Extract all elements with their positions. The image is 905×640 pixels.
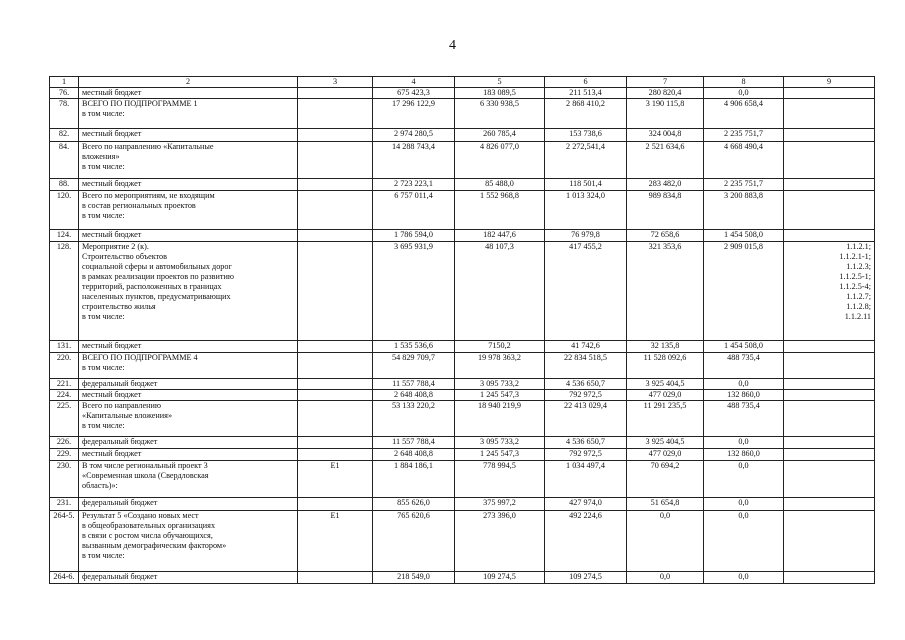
value-col8: 488 735,4 [704,353,784,379]
row-code [298,572,373,584]
table-row [50,401,875,437]
row-name: федеральный бюджет [79,379,298,390]
row-reference [784,437,875,449]
header-row [50,77,875,88]
table-row [50,353,875,379]
value-col8: 4 906 658,4 [704,99,784,129]
table-row [50,390,875,401]
value-col5: 260 785,4 [455,129,545,142]
column-header: 5 [455,77,545,88]
row-reference [784,230,875,242]
value-col7: 3 190 115,8 [627,99,704,129]
column-header: 3 [298,77,373,88]
value-col4: 2 648 408,8 [373,390,455,401]
value-col5: 1 552 968,8 [455,191,545,230]
row-code [298,179,373,191]
row-name: местный бюджет [79,230,298,242]
value-col6: 76 979,8 [545,230,627,242]
row-reference [784,179,875,191]
row-code [298,191,373,230]
value-col8: 0,0 [704,498,784,511]
row-name: федеральный бюджет [79,572,298,584]
row-code [298,449,373,461]
row-name: федеральный бюджет [79,437,298,449]
row-code [298,88,373,99]
row-reference [784,88,875,99]
table-row [50,230,875,242]
value-col7: 32 135,8 [627,341,704,353]
column-header: 7 [627,77,704,88]
row-name: ВСЕГО ПО ПОДПРОГРАММЕ 1 в том числе: [79,99,298,129]
value-col5: 1 245 547,3 [455,449,545,461]
value-col7: 11 528 092,6 [627,353,704,379]
row-name: Мероприятие 2 (к). Строительство объектов социальной сферы и автомобильных дорог в рамках реализации проектов по развитию территорий, расположенных в границах населенных пунктов, предусматривающих строительство жилья в том числе: [79,242,298,341]
value-col4: 2 648 408,8 [373,449,455,461]
value-col6: 4 536 650,7 [545,379,627,390]
value-col6: 1 013 324,0 [545,191,627,230]
row-reference [784,461,875,498]
table-row [50,142,875,179]
row-number: 76. [50,88,79,99]
row-reference [784,498,875,511]
row-number: 220. [50,353,79,379]
table-row [50,242,875,341]
value-col5: 3 095 733,2 [455,379,545,390]
table-row [50,341,875,353]
row-reference [784,353,875,379]
value-col5: 7150,2 [455,341,545,353]
value-col8: 2 235 751,7 [704,179,784,191]
value-col5: 18 940 219,9 [455,401,545,437]
row-code [298,99,373,129]
table-row [50,179,875,191]
table-row [50,191,875,230]
table-row [50,379,875,390]
value-col6: 41 742,6 [545,341,627,353]
row-code [298,390,373,401]
row-number: 82. [50,129,79,142]
row-reference [784,99,875,129]
value-col7: 989 834,8 [627,191,704,230]
value-col6: 792 972,5 [545,390,627,401]
row-name: В том числе региональный проект 3 «Современная школа (Свердловская область)»: [79,461,298,498]
value-col4: 3 695 931,9 [373,242,455,341]
value-col8: 2 235 751,7 [704,129,784,142]
value-col7: 0,0 [627,511,704,572]
value-col7: 283 482,0 [627,179,704,191]
row-number: 231. [50,498,79,511]
row-reference [784,142,875,179]
value-col8: 0,0 [704,511,784,572]
value-col8: 488 735,4 [704,401,784,437]
value-col5: 1 245 547,3 [455,390,545,401]
row-number: 264-5. [50,511,79,572]
value-col8: 0,0 [704,461,784,498]
value-col6: 2 868 410,2 [545,99,627,129]
value-col6: 1 034 497,4 [545,461,627,498]
row-number: 229. [50,449,79,461]
table-row [50,437,875,449]
column-header: 1 [50,77,79,88]
row-name: Всего по мероприятиям, не входящим в состав региональных проектов в том числе: [79,191,298,230]
value-col4: 11 557 788,4 [373,379,455,390]
row-name: местный бюджет [79,341,298,353]
value-col5: 3 095 733,2 [455,437,545,449]
value-col4: 1 884 186,1 [373,461,455,498]
value-col5: 183 089,5 [455,88,545,99]
value-col7: 11 291 235,5 [627,401,704,437]
value-col8: 3 200 883,8 [704,191,784,230]
value-col7: 321 353,6 [627,242,704,341]
table-row [50,461,875,498]
budget-table [49,76,875,584]
value-col7: 477 029,0 [627,449,704,461]
row-name: ВСЕГО ПО ПОДПРОГРАММЕ 4 в том числе: [79,353,298,379]
row-code [298,242,373,341]
row-reference [784,390,875,401]
table-row [50,511,875,572]
column-header: 4 [373,77,455,88]
row-number: 131. [50,341,79,353]
row-number: 226. [50,437,79,449]
value-col4: 2 723 223,1 [373,179,455,191]
value-col8: 4 668 490,4 [704,142,784,179]
row-reference [784,379,875,390]
row-reference [784,449,875,461]
value-col4: 53 133 220,2 [373,401,455,437]
value-col6: 118 501,4 [545,179,627,191]
value-col6: 792 972,5 [545,449,627,461]
row-name: Результат 5 «Создано новых мест в общеобразовательных организациях в связи с ростом числа обучающихся, вызванным демографическим фактором» в том числе: [79,511,298,572]
value-col5: 182 447,6 [455,230,545,242]
row-number: 221. [50,379,79,390]
value-col6: 22 413 029,4 [545,401,627,437]
value-col4: 765 620,6 [373,511,455,572]
table-row [50,88,875,99]
value-col7: 70 694,2 [627,461,704,498]
row-number: 84. [50,142,79,179]
row-number: 124. [50,230,79,242]
row-reference [784,401,875,437]
value-col6: 22 834 518,5 [545,353,627,379]
value-col8: 1 454 508,0 [704,230,784,242]
row-name: Всего по направлению «Капитальные вложения» в том числе: [79,401,298,437]
row-number: 230. [50,461,79,498]
value-col4: 6 757 011,4 [373,191,455,230]
table-row [50,99,875,129]
value-col6: 211 513,4 [545,88,627,99]
value-col7: 3 925 404,5 [627,437,704,449]
value-col6: 4 536 650,7 [545,437,627,449]
value-col6: 2 272,541,4 [545,142,627,179]
row-code [298,401,373,437]
value-col7: 280 820,4 [627,88,704,99]
value-col7: 3 925 404,5 [627,379,704,390]
table-row [50,572,875,584]
value-col5: 4 826 077,0 [455,142,545,179]
value-col4: 11 557 788,4 [373,437,455,449]
value-col4: 855 626,0 [373,498,455,511]
row-reference: 1.1.2.1; 1.1.2.1-1; 1.1.2.3; 1.1.2.5-1; 1.1.2.5-4; 1.1.2.7; 1.1.2.8; 1.1.2.11 [784,242,875,341]
table-row [50,129,875,142]
value-col8: 0,0 [704,379,784,390]
row-name: местный бюджет [79,179,298,191]
value-col7: 72 658,6 [627,230,704,242]
row-number: 128. [50,242,79,341]
value-col4: 218 549,0 [373,572,455,584]
value-col6: 109 274,5 [545,572,627,584]
row-code [298,341,373,353]
table-body [50,88,875,584]
row-number: 88. [50,179,79,191]
row-number: 224. [50,390,79,401]
row-name: местный бюджет [79,88,298,99]
row-code: E1 [298,511,373,572]
value-col5: 109 274,5 [455,572,545,584]
value-col4: 1 535 536,6 [373,341,455,353]
row-number: 225. [50,401,79,437]
column-header: 8 [704,77,784,88]
row-reference [784,129,875,142]
value-col8: 0,0 [704,88,784,99]
value-col6: 153 738,6 [545,129,627,142]
row-name: Всего по направлению «Капитальные вложения» в том числе: [79,142,298,179]
value-col5: 85 488,0 [455,179,545,191]
value-col4: 1 786 594,0 [373,230,455,242]
row-name: местный бюджет [79,129,298,142]
column-header: 9 [784,77,875,88]
column-header: 6 [545,77,627,88]
value-col7: 324 004,8 [627,129,704,142]
row-number: 120. [50,191,79,230]
table-row [50,498,875,511]
value-col4: 14 288 743,4 [373,142,455,179]
value-col7: 2 521 634,6 [627,142,704,179]
value-col6: 492 224,6 [545,511,627,572]
row-number: 78. [50,99,79,129]
row-code [298,142,373,179]
row-name: местный бюджет [79,390,298,401]
value-col6: 427 974,0 [545,498,627,511]
row-reference [784,191,875,230]
column-header: 2 [79,77,298,88]
value-col4: 54 829 709,7 [373,353,455,379]
value-col5: 6 330 938,5 [455,99,545,129]
value-col7: 477 029,0 [627,390,704,401]
value-col8: 0,0 [704,572,784,584]
value-col8: 0,0 [704,437,784,449]
row-code [298,353,373,379]
row-name: местный бюджет [79,449,298,461]
value-col5: 48 107,3 [455,242,545,341]
row-code [298,379,373,390]
row-reference [784,341,875,353]
value-col4: 2 974 280,5 [373,129,455,142]
value-col5: 778 994,5 [455,461,545,498]
row-code [298,230,373,242]
row-number: 264-6. [50,572,79,584]
row-name: федеральный бюджет [79,498,298,511]
row-reference [784,572,875,584]
table-row [50,449,875,461]
value-col7: 51 654,8 [627,498,704,511]
row-code [298,437,373,449]
page-number: 4 [449,38,456,53]
row-code [298,129,373,142]
value-col4: 17 296 122,9 [373,99,455,129]
value-col5: 273 396,0 [455,511,545,572]
value-col8: 132 860,0 [704,449,784,461]
value-col8: 2 909 015,8 [704,242,784,341]
row-code: E1 [298,461,373,498]
value-col8: 132 860,0 [704,390,784,401]
value-col8: 1 454 508,0 [704,341,784,353]
value-col7: 0,0 [627,572,704,584]
row-reference [784,511,875,572]
row-code [298,498,373,511]
value-col4: 675 423,3 [373,88,455,99]
value-col5: 375 997,2 [455,498,545,511]
value-col6: 417 455,2 [545,242,627,341]
value-col5: 19 978 363,2 [455,353,545,379]
